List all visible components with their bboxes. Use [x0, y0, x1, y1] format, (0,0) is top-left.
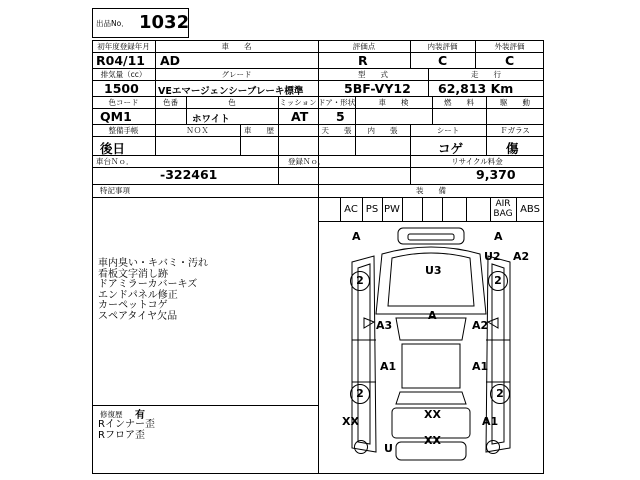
header-chassis: 車台Ｎｏ． [96, 157, 134, 166]
mileage-value: 62,813 Km [438, 81, 514, 96]
header-car-name: 車 名 [221, 42, 252, 51]
remark-item: ドアミラーカバーキズ [98, 279, 198, 290]
repair-note: Rフロア歪 [98, 430, 145, 441]
header-equipment: 装 備 [416, 186, 446, 195]
header-drive: 駆 動 [500, 98, 530, 107]
maintenance-value: 後日 [100, 141, 126, 156]
color-code-value: QM1 [100, 109, 132, 124]
damage-mark: 2 [350, 271, 370, 291]
header-mileage: 走 行 [471, 70, 501, 79]
damage-mark: XX [424, 408, 441, 421]
remark-item: 看板文字消し跡 [98, 268, 168, 280]
header-color: 色 [228, 98, 236, 107]
equipment-ps: PS [365, 204, 379, 215]
tire-circle [486, 440, 500, 454]
damage-mark: XX [424, 434, 441, 447]
equipment-pw: PW [384, 204, 400, 215]
color-value: ホワイト [192, 114, 230, 125]
header-reg-no: 登録Ｎｏ． [288, 157, 326, 166]
displacement-value: 1500 [104, 81, 139, 96]
interior-score-value: C [438, 53, 448, 68]
header-transmission: ミッション [279, 98, 317, 107]
repair-note: Rインナー歪 [98, 419, 155, 430]
header-sunroof: 天 張 [321, 126, 352, 135]
damage-mark: A2 [513, 250, 530, 263]
transmission-value: AT [291, 109, 309, 124]
front-glass-value: 傷 [506, 141, 519, 156]
lot-label: 出品No． [96, 19, 129, 28]
header-recycle: リサイクル料金 [451, 157, 503, 166]
header-remarks: 特記事項 [100, 186, 130, 195]
score-value: R [358, 53, 368, 68]
header-nox: ＮＯＸ [186, 126, 209, 135]
model-value: 5BF-VY12 [344, 81, 411, 96]
header-repair: 修復歴 [100, 410, 123, 419]
remark-item: カーペットコゲ [98, 300, 168, 311]
tire-circle [354, 440, 368, 454]
damage-mark: U [384, 442, 393, 455]
damage-mark: A1 [472, 360, 489, 373]
damage-mark: 2 [488, 271, 508, 291]
remark-item: エンドパネル修正 [98, 289, 178, 301]
header-displacement: 排気量（cc） [100, 70, 147, 79]
header-color-code: 色コード [108, 98, 139, 107]
header-interior-trim: 内 張 [367, 126, 398, 135]
header-history: 車 歴 [244, 126, 274, 135]
header-score: 評価点 [352, 42, 376, 51]
damage-mark: 2 [350, 384, 370, 404]
damage-mark: U3 [425, 264, 442, 277]
exterior-score-value: C [505, 53, 515, 68]
grade-value: VEエマージェンシーブレーキ標準 [158, 86, 304, 97]
equipment-airbag: AIR BAG [493, 199, 513, 219]
damage-mark: A3 [376, 319, 393, 332]
header-fuel: 燃 料 [444, 98, 474, 107]
chassis-value: -322461 [160, 167, 218, 182]
damage-mark: A1 [380, 360, 397, 373]
damage-mark: A [428, 309, 437, 322]
damage-mark: A2 [472, 319, 489, 332]
header-seat: シート [436, 126, 460, 135]
header-inspection: 車 検 [378, 98, 409, 107]
header-interior-score: 内装評価 [427, 42, 458, 51]
header-color-no: 色番 [163, 98, 178, 107]
seat-value: コゲ [438, 141, 464, 156]
header-maintenance: 整備手帳 [108, 126, 139, 135]
first-reg-value: R04/11 [96, 53, 145, 68]
repair-value: 有 [135, 410, 145, 421]
header-exterior-score: 外装評価 [494, 42, 525, 51]
doors-value: 5 [336, 109, 345, 124]
lot-number-box [92, 8, 189, 38]
remark-item: スペアタイヤ欠品 [98, 310, 178, 322]
header-grade: グレード [221, 70, 252, 79]
equipment-abs: ABS [520, 204, 540, 215]
header-first-reg: 初年度登録年月 [97, 42, 150, 51]
recycle-value: 9,370 [476, 167, 516, 182]
damage-mark: XX [342, 415, 359, 428]
header-front-glass: Ｆガラス [500, 126, 530, 135]
car-name-value: AD [160, 53, 181, 68]
damage-mark: A [494, 230, 503, 243]
damage-mark: U2 [484, 250, 501, 263]
damage-mark: A1 [482, 415, 499, 428]
equipment-ac: AC [344, 204, 358, 215]
remark-item: 車内臭い・キバミ・汚れ [98, 258, 208, 269]
damage-mark: A [352, 230, 361, 243]
header-doors: ドア・形状 [318, 98, 356, 107]
lot-number: 1032 [139, 12, 190, 33]
header-model: 型 式 [358, 70, 388, 79]
damage-mark: 2 [490, 384, 510, 404]
